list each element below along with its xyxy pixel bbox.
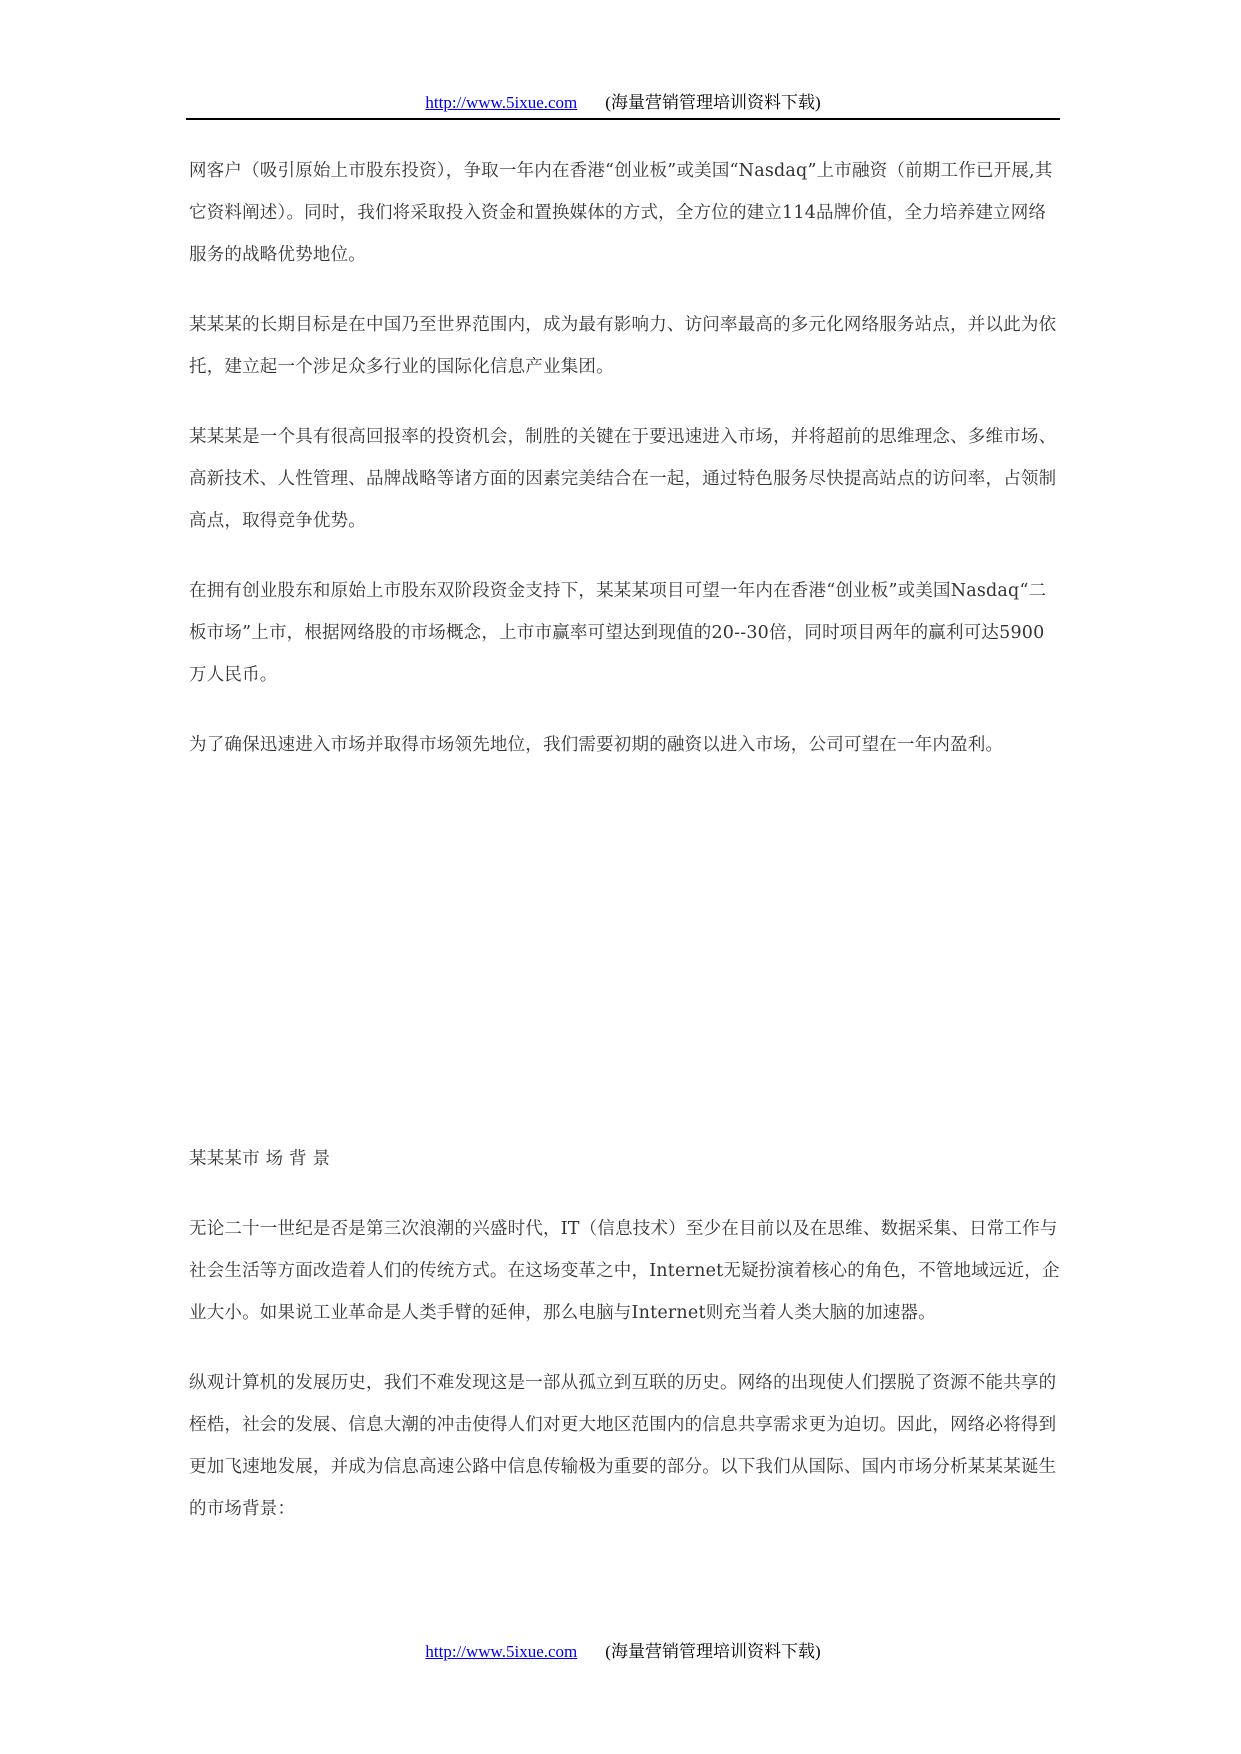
paragraph-it-revolution: 无论二十一世纪是否是第三次浪潮的兴盛时代，IT（信息技术）至少在目前以及在思维、数据采集、日常工作与社会生活等方面改造着人们的传统方式。在这场变革之中，Internet无疑扮演着核心的角色，不管地域远近，企业大小。如果说工业革命是人类手臂的延伸，那么电脑与Internet则充当着人类大脑的加速器。 xyxy=(189,1219,1060,1323)
paragraph-funding-support: 在拥有创业股东和原始上市股东双阶段资金支持下，某某某项目可望一年内在香港“创业板”或美国Nasdaq“二板市场”上市，根据网络股的市场概念，上市市赢率可望达到现值的20--30倍，同时项目两年的赢利可达5900万人民币。 xyxy=(189,581,1047,685)
document-body xyxy=(189,150,1061,1530)
paragraph-long-term-goal: 某某某的长期目标是在中国乃至世界范围内，成为最有影响力、访问率最高的多元化网络服务站点，并以此为依托，建立起一个涉足众多行业的国际化信息产业集团。 xyxy=(189,315,1057,377)
paragraph-financing-need: 为了确保迅速进入市场并取得市场领先地位，我们需要初期的融资以进入市场，公司可望在一年内盈利。 xyxy=(189,735,1004,755)
section-heading-market-background: 某某某市 场 背 景 xyxy=(189,1149,331,1169)
footer-link[interactable]: http://www.5ixue.com xyxy=(425,1642,578,1661)
paragraph-investment-opportunity: 某某某是一个具有很高回报率的投资机会，制胜的关键在于要迅速进入市场，并将超前的思维理念、多维市场、高新技术、人性管理、品牌战略等诸方面的因素完美结合在一起，通过特色服务尽快提高站点的访问率，占领制高点，取得竞争优势。 xyxy=(189,427,1057,531)
paragraph-ipo-plan: 网客户（吸引原始上市股东投资），争取一年内在香港“创业板”或美国“Nasdaq”上市融资（前期工作已开展,其它资料阐述）。同时，我们将采取投入资金和置换媒体的方式，全方位的建立114品牌价值，全力培养建立网络服务的战略优势地位。 xyxy=(189,161,1053,265)
header-link[interactable]: http://www.5ixue.com xyxy=(425,93,578,112)
page-header xyxy=(186,88,1060,120)
page-footer xyxy=(186,1637,1060,1663)
footer-note: (海量营销管理培训资料下载) xyxy=(605,1642,821,1661)
header-note: (海量营销管理培训资料下载) xyxy=(605,93,821,112)
paragraph-network-history: 纵观计算机的发展历史，我们不难发现这是一部从孤立到互联的历史。网络的出现使人们摆脱了资源不能共享的桎梏，社会的发展、信息大潮的冲击使得人们对更大地区范围内的信息共享需求更为迫切。因此，网络必将得到更加飞速地发展，并成为信息高速公路中信息传输极为重要的部分。以下我们从国际、国内市场分析某某某诞生的市场背景： xyxy=(189,1373,1057,1519)
